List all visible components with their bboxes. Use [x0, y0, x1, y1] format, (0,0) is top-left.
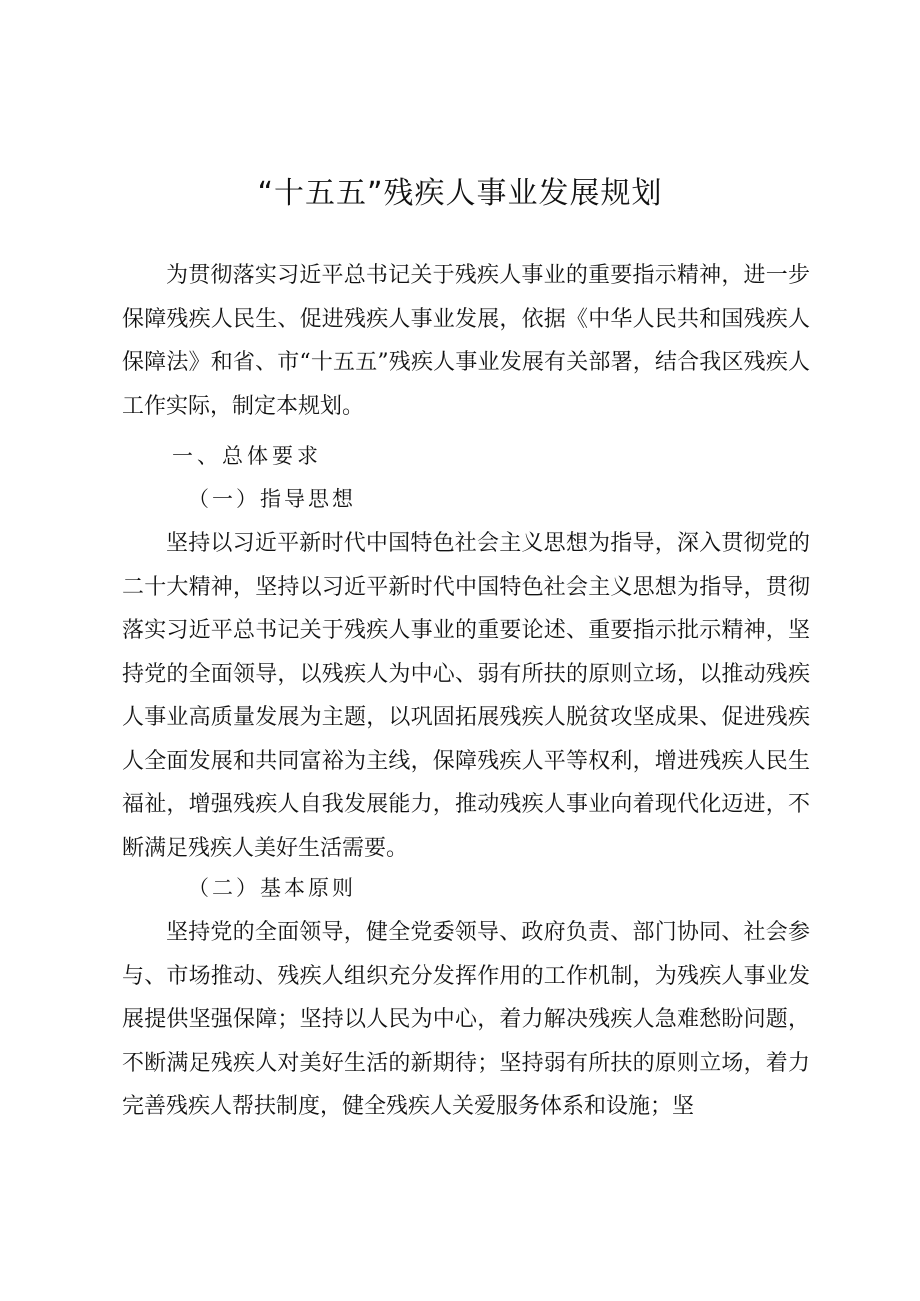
section-heading-overall-requirements: 一、总体要求 [172, 444, 322, 468]
basic-principles-paragraph: 坚持党的全面领导，健全党委领导、政府负责、部门协同、社会参与、市场推动、残疾人组织充分发挥作用的工作机制，为残疾人事业发展提供坚强保障；坚持以人民为中心，着力解决残疾人急难愁盼问题，不断满足残疾人对美好生活的新期待；坚持弱有所扶的原则立场，着力完善残疾人帮扶制度，健全残疾人关爱服务体系和设施；坚 [122, 920, 810, 1119]
guiding-ideology-paragraph: 坚持以习近平新时代中国特色社会主义思想为指导，深入贯彻党的二十大精神，坚持以习近平新时代中国特色社会主义思想为指导，贯彻落实习近平总书记关于残疾人事业的重要论述、重要指示批示精神，坚持党的全面领导，以残疾人为中心、弱有所扶的原则立场，以推动残疾人事业高质量发展为主题，以巩固拓展残疾人脱贫攻坚成果、促进残疾人全面发展和共同富裕为主线，保障残疾人平等权利，增进残疾人民生福祉，增强残疾人自我发展能力，推动残疾人事业向着现代化迈进，不断满足残疾人美好生活需要。 [122, 531, 810, 861]
document-title: “十五五”残疾人事业发展规划 [257, 176, 663, 211]
subsection-heading-guiding-ideology: （一）指导思想 [188, 487, 356, 511]
subsection-heading-basic-principles: （二）基本原则 [188, 876, 356, 900]
intro-paragraph: 为贯彻落实习近平总书记关于残疾人事业的重要指示精神，进一步保障残疾人民生、促进残疾人事业发展，依据《中华人民共和国残疾人保障法》和省、市“十五五”残疾人事业发展有关部署，结合我区残疾人工作实际，制定本规划。 [122, 263, 810, 419]
